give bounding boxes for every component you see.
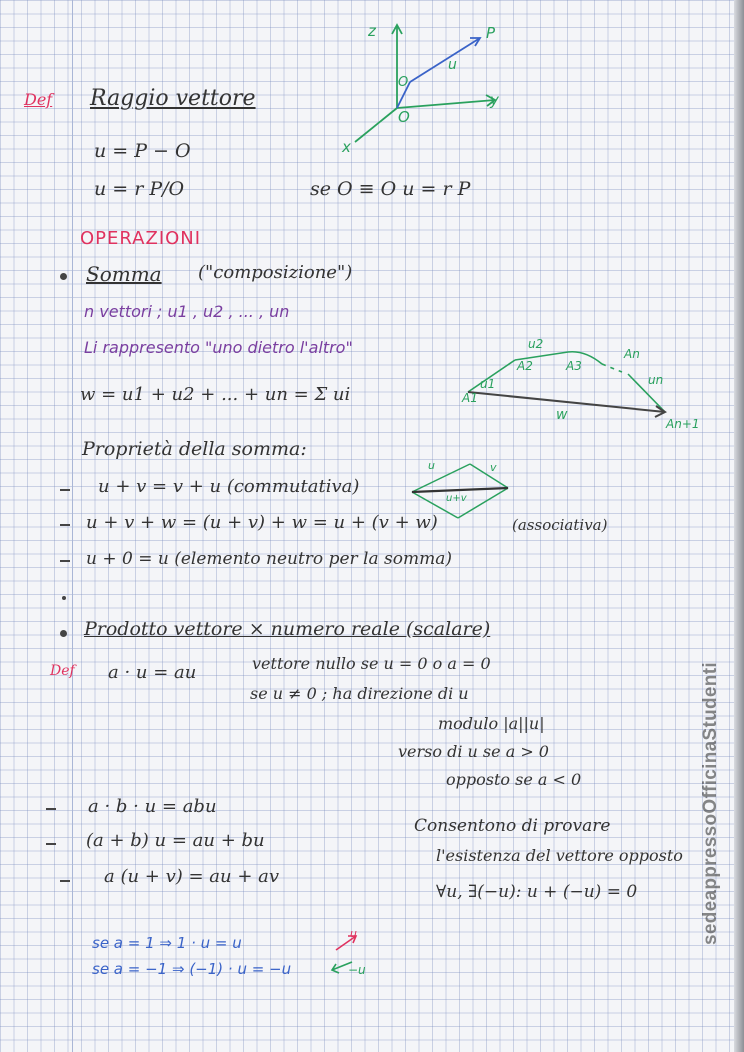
equation-u-p-o: u = P − O [94,140,191,162]
prodotto-case-null: vettore nullo se u = 0 o a = 0 [252,654,491,673]
sketch-minus-u-label: −u [348,963,366,977]
sum-formula: w = u1 + u2 + ... + un = Σ ui [80,384,351,405]
vector-u2-label: u2 [528,337,544,351]
somma-note: ("composizione") [198,262,353,283]
y-axis [397,100,495,108]
prodotto-case-direction: se u ≠ 0 ; ha direzione di u [250,684,469,703]
vector-u-label: u [448,57,457,73]
empty-bullet [62,596,66,600]
coordinate-axes-diagram [330,20,530,160]
prodotto-title: Prodotto vettore × numero reale (scalare) [84,618,491,640]
comm-v-label: v [490,461,497,474]
dash-rule3 [60,880,70,882]
axis-label-z: z [368,22,376,40]
vector-u1-label: u1 [480,377,496,391]
point-an: An [624,347,640,361]
somma-title: Somma [86,262,162,286]
rule-associative-scalar: a · b · u = abu [88,796,217,817]
consent-line-1: Consentono di provare [414,816,611,836]
vector-sum-diagram [460,330,720,430]
n-vettori-line: n vettori ; u1 , u2 , ... , un [84,302,290,321]
consent-line-3: ∀u, ∃(−u): u + (−u) = 0 [436,882,638,902]
rappresento-line: Li rappresento "uno dietro l'altro" [84,338,353,357]
watermark: sedeappressoOfficinaStudenti [700,662,721,945]
equation-se-o: se O ≡ O u = r P [310,178,471,200]
prop-elemento-neutro: u + 0 = u (elemento neutro per la somma) [86,549,452,569]
consent-line-2: l'esistenza del vettore opposto [436,846,683,865]
point-a3: A3 [566,359,582,373]
vector-un-label: un [648,373,664,387]
point-a2: A2 [517,359,533,373]
dash-rule1 [46,808,56,810]
comm-sum-label: u+v [446,493,467,504]
rule-distributive-scalar: (a + b) u = au + bu [86,830,265,851]
comm-u-label: u [428,459,435,472]
bullet-prodotto [60,630,67,637]
point-o-label: O [398,75,409,90]
origin-label: O [398,108,410,126]
page-title: Raggio vettore [90,86,256,111]
equation-u-r: u = r P/O [94,178,185,200]
point-a1: A1 [462,391,478,405]
prodotto-verso-positive: verso di u se a > 0 [398,742,549,761]
prodotto-modulo: modulo |a||u| [438,714,545,733]
dash-prop3 [60,560,70,562]
point-an1: An+1 [666,417,700,431]
dash-rule2 [46,843,56,845]
case-a-equals-minus-1: se a = −1 ⇒ (−1) · u = −u [92,960,292,978]
axis-label-y: y [490,91,499,109]
operazioni-heading: OPERAZIONI [80,228,202,249]
point-p-label: P [486,24,496,42]
sketch-u-label: u [350,927,357,940]
def-marker: Def [24,90,53,109]
rule-distributive-vector: a (u + v) = au + av [104,866,280,887]
vector-w-label: w [556,407,568,423]
prodotto-formula: a · u = au [108,662,197,683]
dash-prop2 [60,524,70,526]
prop-commutativa: u + v = v + u (commutativa) [98,476,360,497]
prop-associativa: u + v + w = (u + v) + w = u + (v + w) [86,512,438,533]
dash-prop1 [60,489,70,491]
page-edge-shadow [734,0,744,1052]
vector-u [410,38,480,82]
prodotto-verso-negative: opposto se a < 0 [446,770,582,789]
def2-marker: Def [50,663,75,679]
bullet-somma [60,273,67,280]
proprieta-heading: Proprietà della somma: [82,438,307,460]
prop-associativa-note: (associativa) [512,516,608,534]
x-axis [355,108,397,142]
page-margin-line [72,0,73,1052]
case-a-equals-1: se a = 1 ⇒ 1 · u = u [92,934,242,952]
axis-label-x: x [342,138,351,156]
